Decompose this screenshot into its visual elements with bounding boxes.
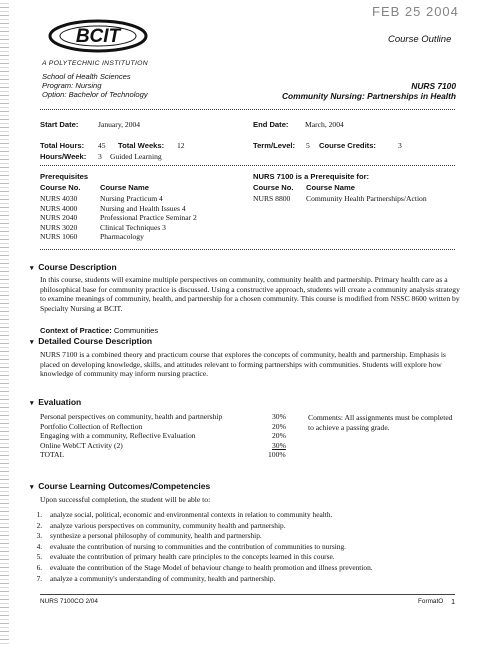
list-item: 3. synthesize a personal philosophy of community, health and partnership. — [44, 531, 484, 542]
end-date-label: End Date: — [253, 120, 289, 129]
prereq-col-name: Course Name — [100, 183, 149, 192]
option-name: Option: Bachelor of Technology — [42, 90, 148, 99]
prereq-divider — [40, 249, 455, 250]
list-item: 7. analyze a community's understanding of community, health and partnership. — [44, 574, 484, 585]
term-level-value: 5 — [306, 141, 310, 150]
prereq-row-name: Nursing Practicum 4 — [100, 194, 163, 203]
outcomes-list — [28, 510, 484, 584]
prereq-row-no: NURS 1060 — [40, 232, 78, 241]
eval-item-label: Portfolio Collection of Reflection — [40, 421, 143, 431]
section-marker-icon: ▾ — [30, 484, 34, 491]
section-marker-icon: ▾ — [30, 400, 34, 407]
total-weeks-value: 12 — [177, 141, 185, 150]
institution-tagline: A POLYTECHNIC INSTITUTION — [42, 60, 148, 67]
term-level-label: Term/Level: — [253, 141, 296, 150]
prereq-col-no: Course No. — [40, 183, 81, 192]
section-marker-icon: ▾ — [30, 339, 34, 346]
doc-type: Course Outline — [388, 34, 452, 45]
prereq-row-name: Nursing and Health Issues 4 — [100, 203, 186, 213]
course-title: Community Nursing: Partnerships in Health — [281, 91, 456, 101]
hours-week-desc: Guided Learning — [110, 152, 162, 161]
total-hours-label: Total Hours: — [40, 141, 85, 150]
footer-form: FormatO — [418, 598, 444, 605]
prereq-row-no: NURS 4000 — [40, 203, 78, 213]
total-hours-value: 45 — [98, 141, 106, 150]
list-item: 6. evaluate the contribution of the Stage Model of behaviour change to health promotion and illness prevention. — [44, 563, 484, 574]
end-date-value: March, 2004 — [305, 120, 344, 129]
scan-edge — [0, 0, 9, 647]
course-code: NURS 7100 — [411, 81, 456, 91]
list-item: 2. analyze various perspectives on community, community health and partnership. — [44, 521, 484, 532]
header-divider — [40, 109, 455, 110]
eval-item-pct: 20% — [272, 431, 286, 440]
eval-item-pct: 30% — [272, 440, 286, 450]
prereq-row-name: Clinical Techniques 3 — [100, 222, 166, 232]
outcomes-heading: ▾ Course Learning Outcomes/Competencies — [30, 481, 211, 491]
eval-item-pct: 20% — [272, 421, 286, 431]
prereq-title: Prerequisites — [40, 172, 89, 181]
prereq-for-col-name: Course Name — [306, 183, 355, 192]
eval-item-label: Personal perspectives on community, health and partnership — [40, 412, 223, 421]
prereq-for-row-no: NURS 8800 — [253, 194, 291, 203]
prereq-row-no: NURS 4030 — [40, 194, 78, 203]
footer-divider — [40, 594, 455, 595]
total-weeks-label: Total Weeks: — [118, 141, 165, 150]
detailed-heading: ▾ Detailed Course Description — [30, 336, 153, 346]
schedule-divider — [40, 165, 455, 166]
list-item: 4. evaluate the contribution of nursing to communities and the contribution of communities to nursing. — [44, 542, 484, 553]
received-stamp: FEB 25 2004 — [372, 4, 459, 19]
evaluation-heading: ▾ Evaluation — [30, 397, 82, 407]
description-text: In this course, students will examine multiple perspectives on community, community health and partnership. Primary health care as a philosophical base for community practice is discussed. Using a constructive approach, students will create a community analysis strategy to examine meanings of community, health, and partnership for a chosen community. This course is modified from NSSC 8600 written by Specialty Nursing at BCIT. — [40, 275, 460, 313]
description-heading: ▾ Course Description — [30, 262, 117, 272]
prereq-row-no: NURS 3020 — [40, 222, 78, 232]
section-marker-icon: ▾ — [30, 265, 34, 272]
list-item: 1. analyze social, political, economic and environmental contexts in relation to community health. — [44, 510, 484, 521]
detailed-text: NURS 7100 is a combined theory and practicum course that explores the concepts of community, health and partnership. Emphasis is placed on developing knowledge, skills, and attitudes relevant to forming partnerships with communities. Students will explore how knowledge of community may inform nursing practice. — [40, 350, 446, 378]
bcit-logo — [46, 18, 150, 54]
eval-item-label: Online WebCT Activity (2) — [40, 440, 123, 450]
page-number: 1 — [451, 597, 456, 606]
prereq-for-col-no: Course No. — [253, 183, 294, 192]
start-date-label: Start Date: — [40, 120, 79, 129]
course-credits-value: 3 — [398, 141, 402, 150]
prereq-for-row-name: Community Health Partnerships/Action — [306, 194, 427, 203]
eval-item-label: Engaging with a community, Reflective Evaluation — [40, 431, 196, 440]
hours-week-value: 3 — [98, 152, 102, 161]
eval-comments: Comments: All assignments must be completed to achieve a passing grade. — [308, 413, 453, 432]
school-name: School of Health Sciences — [42, 72, 131, 81]
program-name: Program: Nursing — [42, 81, 102, 90]
eval-total-label: TOTAL — [40, 450, 65, 459]
outcomes-intro: Upon successful completion, the student will be able to: — [40, 495, 211, 504]
start-date-value: January, 2004 — [98, 120, 141, 129]
hours-week-label: Hours/Week: — [40, 152, 87, 161]
eval-total-pct: 100% — [268, 450, 286, 459]
footer-code: NURS 7100CO 2/04 — [40, 598, 98, 605]
prereq-row-no: NURS 2040 — [40, 213, 78, 222]
prereq-row-name: Pharmacology — [100, 232, 144, 241]
list-item: 5. evaluate the contribution of primary health care principles to the concepts learned in this course. — [44, 552, 484, 563]
course-credits-label: Course Credits: — [319, 141, 376, 150]
context-of-practice: Context of Practice: Communities — [40, 326, 159, 335]
prereq-for-title: NURS 7100 is a Prerequisite for: — [253, 172, 370, 181]
svg-text:BCIT: BCIT — [75, 26, 121, 47]
prereq-row-name: Professional Practice Seminar 2 — [100, 213, 197, 222]
eval-item-pct: 30% — [272, 412, 286, 421]
